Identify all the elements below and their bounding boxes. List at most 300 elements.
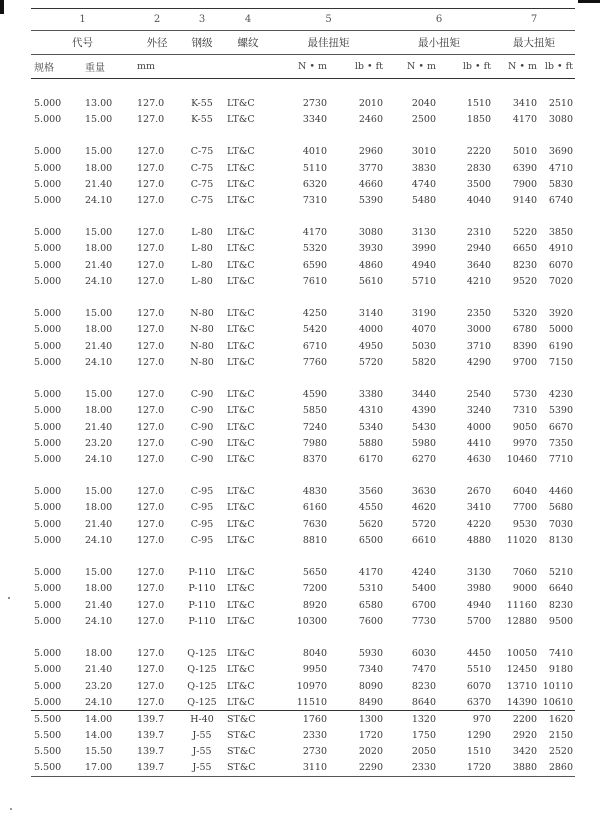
cell-optimum-nm: 11510 xyxy=(296,696,327,708)
cell-weight: 15.00 xyxy=(85,486,113,498)
unit-lbft: lb • ft xyxy=(539,55,575,79)
cell-max-nm: 10050 xyxy=(506,648,537,660)
cell-optimum-lbft: 1300 xyxy=(329,711,385,728)
cell-min-lbft: 4040 xyxy=(466,194,491,206)
cell-max-lbft: 2860 xyxy=(539,760,575,777)
cell-max-lbft: 4710 xyxy=(548,162,573,174)
cell-optimum-lbft: 3140 xyxy=(358,308,383,320)
cell-max-lbft: 8130 xyxy=(548,534,573,546)
table-row xyxy=(31,516,575,532)
cell-optimum-nm: 7610 xyxy=(302,275,327,287)
cell-outer-diameter: 127.0 xyxy=(137,243,165,255)
cell-max-lbft: 3080 xyxy=(548,113,573,125)
cell-optimum-lbft: 6580 xyxy=(358,599,383,611)
cell-min-nm: 4740 xyxy=(411,178,436,190)
cell-max-nm: 8230 xyxy=(512,259,537,271)
cell-optimum-lbft: 3080 xyxy=(358,227,383,239)
cell-size: 5.000 xyxy=(34,680,62,692)
cell-size: 5.500 xyxy=(34,730,62,742)
cell-optimum-nm: 4010 xyxy=(302,146,327,158)
cell-optimum-lbft: 3380 xyxy=(358,389,383,401)
cell-outer-diameter: 127.0 xyxy=(137,146,165,158)
cell-thread: LT&C xyxy=(227,453,255,465)
cell-size: 5.000 xyxy=(34,421,62,433)
cell-optimum-nm: 8040 xyxy=(302,648,327,660)
cell-weight: 23.20 xyxy=(85,437,113,449)
cell-max-lbft: 4230 xyxy=(548,389,573,401)
cell-optimum-nm: 5320 xyxy=(302,243,327,255)
cell-max-nm: 9000 xyxy=(512,583,537,595)
group-spacer xyxy=(31,128,575,144)
cell-outer-diameter: 127.0 xyxy=(137,615,165,627)
cell-optimum-nm: 6160 xyxy=(302,502,327,514)
cell-min-lbft: 3000 xyxy=(466,324,491,336)
cell-max-nm: 13710 xyxy=(506,680,537,692)
cell-size: 5.000 xyxy=(34,567,62,579)
cell-outer-diameter: 127.0 xyxy=(137,648,165,660)
cell-weight: 15.00 xyxy=(85,227,113,239)
table-row xyxy=(31,532,575,548)
cell-size: 5.000 xyxy=(34,275,62,287)
cell-size: 5.000 xyxy=(34,259,62,271)
cell-min-lbft: 1290 xyxy=(466,730,491,742)
cell-optimum-lbft: 5310 xyxy=(358,583,383,595)
cell-max-nm: 5010 xyxy=(512,146,537,158)
unit-lbft: lb • ft xyxy=(329,55,385,79)
cell-size: 5.000 xyxy=(34,324,62,336)
cell-weight: 24.10 xyxy=(85,696,113,708)
cell-thread: LT&C xyxy=(227,97,255,109)
cell-weight: 18.00 xyxy=(85,502,113,514)
cell-size: 5.500 xyxy=(31,760,82,777)
column-number: 1 xyxy=(31,9,134,31)
cell-optimum-nm: 5420 xyxy=(302,324,327,336)
cell-min-nm: 6270 xyxy=(411,453,436,465)
cell-max-nm: 3410 xyxy=(512,97,537,109)
cell-min-lbft: 2310 xyxy=(466,227,491,239)
cell-size: 5.000 xyxy=(34,113,62,125)
cell-size: 5.000 xyxy=(34,97,62,109)
cell-weight: 15.00 xyxy=(85,113,113,125)
cell-weight: 15.00 xyxy=(85,146,113,158)
cell-max-lbft: 1620 xyxy=(539,711,575,728)
cell-optimum-nm: 8920 xyxy=(302,599,327,611)
cell-min-nm: 5430 xyxy=(411,421,436,433)
cell-max-lbft: 5210 xyxy=(548,567,573,579)
cell-min-lbft: 970 xyxy=(438,711,493,728)
cell-steel-grade: L-80 xyxy=(191,227,213,239)
unit-nm: N • m xyxy=(272,55,329,79)
header-steel-grade: 钢级 xyxy=(180,31,224,55)
cell-steel-grade: L-80 xyxy=(191,243,213,255)
table-row xyxy=(31,257,575,273)
cell-min-lbft: 5700 xyxy=(466,615,491,627)
cell-optimum-lbft: 2010 xyxy=(358,97,383,109)
cell-max-lbft: 6190 xyxy=(548,340,573,352)
cell-max-lbft: 5000 xyxy=(548,324,573,336)
cell-min-lbft: 3410 xyxy=(466,502,491,514)
group-spacer xyxy=(31,79,575,96)
unit-lbft: lb • ft xyxy=(438,55,493,79)
cell-weight: 24.10 xyxy=(85,615,113,627)
cell-thread: ST&C xyxy=(224,711,272,728)
cell-min-lbft: 4630 xyxy=(466,453,491,465)
cell-thread: LT&C xyxy=(227,113,255,125)
column-number: 7 xyxy=(493,9,575,31)
table-row xyxy=(31,225,575,241)
column-number: 3 xyxy=(180,9,224,31)
cell-optimum-nm: 10970 xyxy=(296,680,327,692)
table-row xyxy=(31,111,575,127)
cell-optimum-nm: 5650 xyxy=(302,567,327,579)
column-number: 4 xyxy=(224,9,272,31)
cell-outer-diameter: 127.0 xyxy=(137,97,165,109)
cell-min-nm: 4620 xyxy=(411,502,436,514)
cell-size: 5.000 xyxy=(34,502,62,514)
cell-min-nm: 5480 xyxy=(411,194,436,206)
cell-steel-grade: L-80 xyxy=(191,259,213,271)
cell-optimum-lbft: 2020 xyxy=(358,746,383,758)
cell-max-lbft: 5830 xyxy=(548,178,573,190)
cell-optimum-lbft: 5390 xyxy=(358,194,383,206)
cell-outer-diameter: 127.0 xyxy=(137,696,165,708)
cell-max-nm: 9700 xyxy=(512,356,537,368)
group-spacer xyxy=(31,289,575,305)
cell-thread: LT&C xyxy=(227,518,255,530)
cell-optimum-nm: 2730 xyxy=(302,746,327,758)
cell-max-lbft: 5680 xyxy=(548,502,573,514)
cell-thread: LT&C xyxy=(227,259,255,271)
cell-min-nm: 6700 xyxy=(411,599,436,611)
cell-steel-grade: P-110 xyxy=(188,599,216,611)
group-spacer xyxy=(31,629,575,645)
cell-max-nm: 5320 xyxy=(512,308,537,320)
cell-steel-grade: Q-125 xyxy=(187,648,217,660)
table-body xyxy=(31,79,575,777)
cell-size: 5.000 xyxy=(34,664,62,676)
cell-outer-diameter: 127.0 xyxy=(137,178,165,190)
cell-weight: 18.00 xyxy=(85,324,113,336)
cell-outer-diameter: 127.0 xyxy=(137,194,165,206)
cell-steel-grade: Q-125 xyxy=(187,664,217,676)
unit-nm: N • m xyxy=(493,55,539,79)
table-row xyxy=(31,354,575,370)
cell-min-lbft: 1510 xyxy=(466,746,491,758)
table-row xyxy=(31,694,575,711)
cell-steel-grade: C-90 xyxy=(190,437,214,449)
cell-min-nm: 4940 xyxy=(411,259,436,271)
cell-min-nm: 3190 xyxy=(411,308,436,320)
cell-weight: 17.00 xyxy=(82,760,134,777)
cell-max-lbft: 4460 xyxy=(548,486,573,498)
cell-outer-diameter: 127.0 xyxy=(137,259,165,271)
cell-steel-grade: N-80 xyxy=(190,324,214,336)
cell-max-lbft: 6070 xyxy=(548,259,573,271)
cell-min-lbft: 2830 xyxy=(466,162,491,174)
cell-min-nm: 7470 xyxy=(411,664,436,676)
cell-max-lbft: 7410 xyxy=(548,648,573,660)
cell-max-nm: 6780 xyxy=(512,324,537,336)
table-row xyxy=(31,306,575,322)
cell-steel-grade: J-55 xyxy=(192,746,212,758)
cell-optimum-lbft: 2960 xyxy=(358,146,383,158)
table-row xyxy=(31,241,575,257)
cell-size: 5.000 xyxy=(34,648,62,660)
cell-optimum-nm: 7630 xyxy=(302,518,327,530)
column-number: 6 xyxy=(385,9,493,31)
cell-max-nm: 2200 xyxy=(493,711,539,728)
table-row xyxy=(31,581,575,597)
cell-weight: 18.00 xyxy=(85,583,113,595)
cell-min-lbft: 1850 xyxy=(466,113,491,125)
header-thread: 螺纹 xyxy=(224,31,272,55)
cell-min-nm: 7730 xyxy=(411,615,436,627)
cell-thread: LT&C xyxy=(227,680,255,692)
cell-outer-diameter: 139.7 xyxy=(134,711,180,728)
cell-thread: ST&C xyxy=(227,746,256,758)
cell-steel-grade: N-80 xyxy=(190,308,214,320)
cell-min-lbft: 4880 xyxy=(466,534,491,546)
cell-optimum-lbft: 8490 xyxy=(358,696,383,708)
cell-steel-grade: N-80 xyxy=(190,356,214,368)
cell-outer-diameter: 127.0 xyxy=(137,227,165,239)
cell-thread: LT&C xyxy=(227,243,255,255)
cell-min-lbft: 4220 xyxy=(466,518,491,530)
cell-min-lbft: 6070 xyxy=(466,680,491,692)
cell-min-nm: 1320 xyxy=(385,711,438,728)
cell-optimum-nm: 5850 xyxy=(302,405,327,417)
cell-max-lbft: 3850 xyxy=(548,227,573,239)
cell-max-lbft: 5390 xyxy=(548,405,573,417)
cell-min-lbft: 1720 xyxy=(438,760,493,777)
cell-steel-grade: C-90 xyxy=(190,453,214,465)
cell-max-lbft: 2150 xyxy=(548,730,573,742)
table-row xyxy=(31,338,575,354)
cell-outer-diameter: 127.0 xyxy=(137,405,165,417)
cell-thread: LT&C xyxy=(227,599,255,611)
table-row xyxy=(31,678,575,694)
cell-optimum-lbft: 3560 xyxy=(358,486,383,498)
cell-min-nm: 6610 xyxy=(411,534,436,546)
cell-max-nm: 6650 xyxy=(512,243,537,255)
cell-weight: 24.10 xyxy=(85,356,113,368)
cell-weight: 24.10 xyxy=(85,275,113,287)
cell-weight: 21.40 xyxy=(85,259,113,271)
table-row xyxy=(31,646,575,662)
cell-size: 5.000 xyxy=(34,243,62,255)
group-spacer xyxy=(31,209,575,225)
cell-max-nm: 11020 xyxy=(506,534,537,546)
table-row xyxy=(31,500,575,516)
cell-size: 5.000 xyxy=(34,437,62,449)
cell-min-lbft: 4940 xyxy=(466,599,491,611)
cell-optimum-lbft: 5340 xyxy=(358,421,383,433)
cell-max-nm: 4170 xyxy=(512,113,537,125)
table-row xyxy=(31,744,575,760)
cell-steel-grade: C-75 xyxy=(190,162,214,174)
cell-min-nm: 3830 xyxy=(411,162,436,174)
cell-outer-diameter: 127.0 xyxy=(137,308,165,320)
cell-thread: LT&C xyxy=(227,615,255,627)
header-size: 规格 xyxy=(31,55,82,79)
cell-optimum-nm: 7200 xyxy=(302,583,327,595)
header-code: 代号 xyxy=(31,31,134,55)
cell-outer-diameter: 127.0 xyxy=(137,567,165,579)
cell-max-lbft: 7710 xyxy=(548,453,573,465)
table-row xyxy=(31,484,575,500)
cell-max-nm: 6040 xyxy=(512,486,537,498)
cell-max-lbft: 8230 xyxy=(548,599,573,611)
cell-outer-diameter: 127.0 xyxy=(137,437,165,449)
cell-weight: 14.00 xyxy=(85,730,113,742)
scan-mark xyxy=(0,0,4,14)
cell-min-lbft: 3130 xyxy=(466,567,491,579)
cell-max-nm: 5220 xyxy=(512,227,537,239)
table-row xyxy=(31,760,575,777)
cell-min-lbft: 2220 xyxy=(466,146,491,158)
cell-max-nm: 12880 xyxy=(506,615,537,627)
cell-min-nm: 3990 xyxy=(411,243,436,255)
cell-min-lbft: 4410 xyxy=(466,437,491,449)
cell-size: 5.000 xyxy=(34,453,62,465)
cell-min-nm: 8230 xyxy=(411,680,436,692)
cell-min-nm: 8640 xyxy=(411,696,436,708)
cell-optimum-nm: 9950 xyxy=(302,664,327,676)
cell-max-nm: 3420 xyxy=(512,746,537,758)
cell-thread: LT&C xyxy=(227,648,255,660)
cell-weight: 18.00 xyxy=(85,243,113,255)
cell-min-nm: 4070 xyxy=(411,324,436,336)
cell-optimum-nm: 7760 xyxy=(302,356,327,368)
cell-weight: 21.40 xyxy=(85,599,113,611)
cell-min-lbft: 3240 xyxy=(466,405,491,417)
cell-min-lbft: 2350 xyxy=(466,308,491,320)
cell-optimum-nm: 3110 xyxy=(272,760,329,777)
cell-max-nm: 14390 xyxy=(506,696,537,708)
cell-min-nm: 4390 xyxy=(411,405,436,417)
cell-max-nm: 6390 xyxy=(512,162,537,174)
cell-max-nm: 7700 xyxy=(512,502,537,514)
cell-thread: LT&C xyxy=(227,178,255,190)
table-row xyxy=(31,597,575,613)
cell-weight: 15.50 xyxy=(85,746,113,758)
table-row xyxy=(31,403,575,419)
table-row xyxy=(31,192,575,208)
cell-optimum-nm: 6320 xyxy=(302,178,327,190)
cell-min-lbft: 3980 xyxy=(466,583,491,595)
cell-thread: LT&C xyxy=(227,502,255,514)
cell-optimum-nm: 6590 xyxy=(302,259,327,271)
cell-thread: LT&C xyxy=(227,162,255,174)
table-row xyxy=(31,435,575,451)
cell-optimum-lbft: 5610 xyxy=(358,275,383,287)
cell-min-nm: 3440 xyxy=(411,389,436,401)
cell-min-nm: 5820 xyxy=(411,356,436,368)
cell-steel-grade: C-95 xyxy=(190,486,214,498)
cell-optimum-lbft: 5620 xyxy=(358,518,383,530)
cell-min-nm: 5980 xyxy=(411,437,436,449)
cell-steel-grade: C-75 xyxy=(190,194,214,206)
cell-outer-diameter: 127.0 xyxy=(137,453,165,465)
cell-max-lbft: 6670 xyxy=(548,421,573,433)
header-max-torque: 最大扭矩 xyxy=(493,31,575,55)
cell-optimum-lbft: 8090 xyxy=(358,680,383,692)
cell-min-lbft: 2540 xyxy=(466,389,491,401)
cell-thread: LT&C xyxy=(227,696,255,708)
cell-size: 5.000 xyxy=(34,178,62,190)
cell-max-nm: 9530 xyxy=(512,518,537,530)
cell-optimum-lbft: 4860 xyxy=(358,259,383,271)
cell-max-nm: 10460 xyxy=(506,453,537,465)
cell-min-nm: 3630 xyxy=(411,486,436,498)
cell-optimum-lbft: 4310 xyxy=(358,405,383,417)
cell-optimum-lbft: 5930 xyxy=(358,648,383,660)
cell-steel-grade: L-80 xyxy=(191,275,213,287)
table-row xyxy=(31,565,575,581)
cell-thread: LT&C xyxy=(227,227,255,239)
cell-steel-grade: J-55 xyxy=(180,760,224,777)
cell-outer-diameter: 139.7 xyxy=(134,760,180,777)
cell-size: 5.000 xyxy=(34,389,62,401)
cell-weight: 21.40 xyxy=(85,664,113,676)
cell-weight: 18.00 xyxy=(85,162,113,174)
table-row xyxy=(31,160,575,176)
cell-optimum-lbft: 3770 xyxy=(358,162,383,174)
cell-min-nm: 5030 xyxy=(411,340,436,352)
cell-max-nm: 9050 xyxy=(512,421,537,433)
cell-optimum-lbft: 5720 xyxy=(358,356,383,368)
table-row xyxy=(31,728,575,744)
cell-steel-grade: C-90 xyxy=(190,389,214,401)
unit-mm: mm xyxy=(134,55,180,79)
cell-thread: LT&C xyxy=(227,486,255,498)
cell-weight: 21.40 xyxy=(85,421,113,433)
cell-optimum-nm: 2330 xyxy=(302,730,327,742)
cell-optimum-nm: 7980 xyxy=(302,437,327,449)
cell-min-nm: 2050 xyxy=(411,746,436,758)
cell-min-lbft: 5510 xyxy=(466,664,491,676)
cell-weight: 24.10 xyxy=(85,534,113,546)
cell-optimum-nm: 3340 xyxy=(302,113,327,125)
cell-optimum-lbft: 3930 xyxy=(358,243,383,255)
cell-max-lbft: 4910 xyxy=(548,243,573,255)
cell-thread: LT&C xyxy=(227,421,255,433)
cell-size: 5.000 xyxy=(34,308,62,320)
cell-optimum-lbft: 4950 xyxy=(358,340,383,352)
cell-max-lbft: 10610 xyxy=(542,696,573,708)
cell-optimum-lbft: 6170 xyxy=(358,453,383,465)
cell-thread: LT&C xyxy=(227,324,255,336)
cell-optimum-nm: 4830 xyxy=(302,486,327,498)
cell-steel-grade: C-75 xyxy=(190,178,214,190)
cell-max-lbft: 3920 xyxy=(548,308,573,320)
cell-outer-diameter: 127.0 xyxy=(137,340,165,352)
table-row xyxy=(31,613,575,629)
cell-steel-grade: C-90 xyxy=(190,421,214,433)
cell-max-lbft: 6640 xyxy=(548,583,573,595)
cell-thread: LT&C xyxy=(227,534,255,546)
cell-optimum-nm: 5110 xyxy=(302,162,327,174)
cell-max-nm: 7900 xyxy=(512,178,537,190)
cell-size: 5.000 xyxy=(34,356,62,368)
cell-min-nm: 1750 xyxy=(411,730,436,742)
cell-max-nm: 2920 xyxy=(512,730,537,742)
cell-min-nm: 4240 xyxy=(411,567,436,579)
cell-outer-diameter: 127.0 xyxy=(137,162,165,174)
cell-min-lbft: 3640 xyxy=(466,259,491,271)
cell-max-nm: 7310 xyxy=(512,405,537,417)
cell-min-lbft: 4290 xyxy=(466,356,491,368)
